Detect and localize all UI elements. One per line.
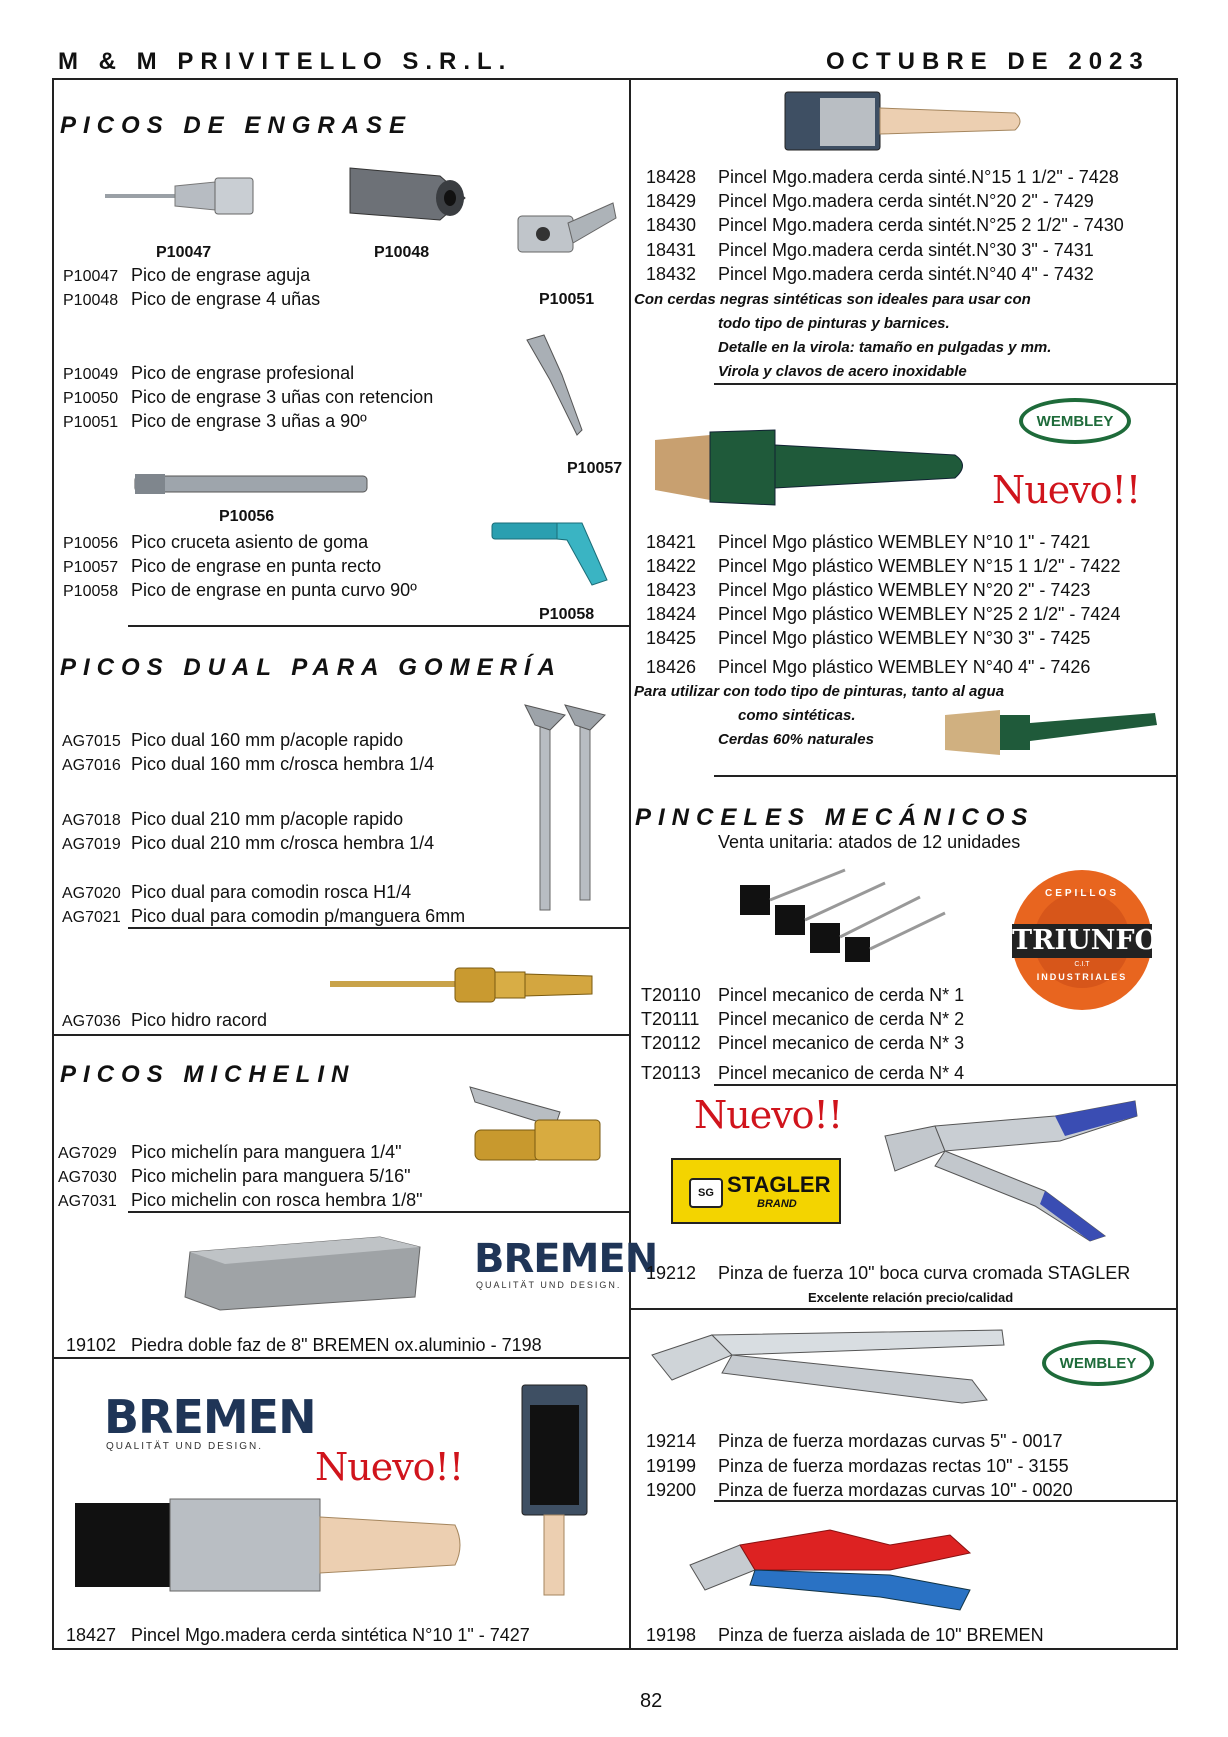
- wembley-note: Para utilizar con todo tipo de pinturas, tanto al agua: [634, 683, 1005, 700]
- list-item: P10056 Pico cruceta asiento de goma: [63, 532, 369, 552]
- michelin-image: [465, 1082, 605, 1172]
- list-item: 18426 Pincel Mgo plástico WEMBLEY N°40 4" - 7426: [646, 657, 1091, 677]
- list-item: 18432 Pincel Mgo.madera cerda sintét.N°40 4" - 7432: [646, 264, 1094, 284]
- p10051-image: [518, 198, 618, 263]
- company-name: M & M PRIVITELLO S.R.L.: [58, 48, 513, 75]
- label-p10057: P10057: [567, 460, 623, 477]
- section-title-dual: PICOS DUAL PARA GOMERÍA: [60, 654, 562, 681]
- divider: [128, 927, 630, 929]
- list-item: T20112 Pincel mecanico de cerda N* 3: [641, 1033, 965, 1053]
- list-item: P10049 Pico de engrase profesional: [63, 363, 355, 383]
- wembley-pliers-image: [652, 1325, 1012, 1407]
- bremen-tagline: QUALITÄT UND DESIGN.: [476, 1280, 622, 1290]
- list-item: AG7029 Pico michelín para manguera 1/4": [58, 1142, 402, 1162]
- list-item: AG7015 Pico dual 160 mm p/acople rapido: [62, 730, 404, 750]
- list-item: AG7030 Pico michelin para manguera 5/16": [58, 1166, 411, 1186]
- bremen-note: Detalle en la virola: tamaño en pulgadas y mm.: [718, 339, 1052, 356]
- list-item: 18423 Pincel Mgo plástico WEMBLEY N°20 2" - 7423: [646, 580, 1091, 600]
- p10048-image: [345, 158, 470, 228]
- list-item: 18430 Pincel Mgo.madera cerda sintét.N°25 2 1/2" - 7430: [646, 215, 1124, 235]
- list-item: AG7019 Pico dual 210 mm c/rosca hembra 1/4: [62, 833, 435, 853]
- divider: [714, 383, 1178, 385]
- list-item: P10047 Pico de engrase aguja: [63, 265, 311, 285]
- divider: [128, 625, 630, 627]
- wembley-logo: WEMBLEY: [1019, 398, 1131, 444]
- list-item: T20111 Pincel mecanico de cerda N* 2: [641, 1009, 965, 1029]
- list-item: AG7018 Pico dual 210 mm p/acople rapido: [62, 809, 404, 829]
- bremen-logo-large: BREMEN: [104, 1390, 316, 1444]
- column-divider: [629, 78, 631, 1650]
- mecanicos-subtitle: Venta unitaria: atados de 12 unidades: [718, 832, 1021, 852]
- divider: [630, 1308, 1178, 1310]
- list-item: 18422 Pincel Mgo plástico WEMBLEY N°15 1 1/2" - 7422: [646, 556, 1121, 576]
- list-item: P10051 Pico de engrase 3 uñas a 90º: [63, 411, 367, 431]
- label-p10051: P10051: [539, 291, 595, 308]
- divider: [52, 1034, 630, 1036]
- divider: [714, 775, 1178, 777]
- label-p10056: P10056: [219, 508, 275, 525]
- divider: [714, 1084, 1178, 1086]
- section-title-mecanicos: PINCELES MECÁNICOS: [635, 804, 1035, 831]
- stagler-pliers-image: [875, 1096, 1140, 1246]
- section-title-michelin: PICOS MICHELIN: [60, 1061, 356, 1088]
- mechanic-brushes-image: [735, 865, 950, 965]
- stagler-sub: BRAND: [757, 1198, 797, 1210]
- list-item: 19214 Pinza de fuerza mordazas curvas 5" - 0017: [646, 1431, 1063, 1451]
- bremen-brush-packaged-image: [522, 1385, 587, 1600]
- triunfo-top: CEPILLOS: [1044, 888, 1119, 899]
- list-item: 19198 Pinza de fuerza aislada de 10" BREMEN: [646, 1625, 1044, 1645]
- nuevo-badge: Nuevo!!: [992, 468, 1141, 512]
- bremen-brush-top-image: [785, 88, 1025, 153]
- list-item: 18424 Pincel Mgo plástico WEMBLEY N°25 2 1/2" - 7424: [646, 604, 1121, 624]
- nuevo-badge: Nuevo!!: [694, 1093, 843, 1137]
- bremen-note: Con cerdas negras sintéticas son ideales para usar con: [634, 291, 1031, 308]
- dual-valve-image: [520, 700, 610, 915]
- list-item: AG7021 Pico dual para comodin p/manguera 6mm: [62, 906, 466, 926]
- list-item: 19200 Pinza de fuerza mordazas curvas 10" - 0020: [646, 1480, 1073, 1500]
- list-item: 19102 Piedra doble faz de 8" BREMEN ox.aluminio - 7198: [66, 1335, 542, 1355]
- wembley-note: Cerdas 60% naturales: [718, 731, 874, 748]
- list-item: AG7016 Pico dual 160 mm c/rosca hembra 1/4: [62, 754, 435, 774]
- stagler-note: Excelente relación precio/calidad: [808, 1290, 1014, 1305]
- list-item: AG7031 Pico michelin con rosca hembra 1/8": [58, 1190, 423, 1210]
- wembley-note: como sintéticas.: [738, 707, 856, 724]
- list-item: AG7036 Pico hidro racord: [62, 1010, 268, 1030]
- page-number: 82: [640, 1690, 663, 1712]
- stagler-sg: SG: [689, 1178, 723, 1208]
- catalog-date: OCTUBRE DE 2023: [826, 48, 1150, 75]
- list-item: 18425 Pincel Mgo plástico WEMBLEY N°30 3" - 7425: [646, 628, 1091, 648]
- p10058-image: [492, 515, 612, 590]
- list-item: 19199 Pinza de fuerza mordazas rectas 10" - 3155: [646, 1456, 1069, 1476]
- list-item: 18429 Pincel Mgo.madera cerda sintét.N°20 2" - 7429: [646, 191, 1094, 211]
- stagler-logo: [671, 1158, 841, 1224]
- list-item: T20110 Pincel mecanico de cerda N* 1: [641, 985, 965, 1005]
- list-item: AG7020 Pico dual para comodin rosca H1/4: [62, 882, 412, 902]
- bremen-logo: BREMEN: [474, 1236, 658, 1282]
- bremen-note: todo tipo de pinturas y barnices.: [718, 315, 950, 332]
- list-item: T20113 Pincel mecanico de cerda N* 4: [641, 1063, 965, 1083]
- divider: [714, 1500, 1178, 1502]
- label-p10058: P10058: [539, 606, 595, 623]
- p10056-image: [135, 470, 370, 498]
- list-item: 18431 Pincel Mgo.madera cerda sintét.N°30 3" - 7431: [646, 240, 1094, 260]
- list-item: P10057 Pico de engrase en punta recto: [63, 556, 382, 576]
- triunfo-cit: C.I.T: [1074, 961, 1090, 968]
- triunfo-bottom: INDUSTRIALES: [1036, 972, 1128, 982]
- wembley-logo: WEMBLEY: [1042, 1340, 1154, 1386]
- bremen-note: Virola y clavos de acero inoxidable: [718, 363, 967, 380]
- bremen-brush-image: [75, 1495, 460, 1595]
- p10057-image: [522, 335, 602, 445]
- bremen-tagline-large: QUALITÄT UND DESIGN.: [106, 1441, 264, 1452]
- wembley-small-brush-image: [945, 705, 1160, 760]
- divider: [52, 1357, 630, 1359]
- list-item: 19212 Pinza de fuerza 10" boca curva cromada STAGLER: [646, 1263, 1131, 1283]
- p10047-image: [105, 172, 255, 222]
- section-title-engrase: PICOS DE ENGRASE: [60, 112, 413, 139]
- list-item: 18427 Pincel Mgo.madera cerda sintética N°10 1" - 7427: [66, 1625, 530, 1645]
- list-item: P10050 Pico de engrase 3 uñas con retencion: [63, 387, 434, 407]
- hidro-racord-image: [330, 960, 595, 1010]
- nuevo-badge: Nuevo!!: [315, 1445, 464, 1489]
- triunfo-name: TRIUNFO: [1012, 925, 1159, 956]
- list-item: P10048 Pico de engrase 4 uñas: [63, 289, 321, 309]
- label-p10047: P10047: [156, 244, 212, 261]
- label-p10048: P10048: [374, 244, 430, 261]
- sharpening-stone-image: [180, 1232, 425, 1312]
- stagler-name: STAGLER: [727, 1172, 831, 1197]
- list-item: 18421 Pincel Mgo plástico WEMBLEY N°10 1" - 7421: [646, 532, 1091, 552]
- insulated-pliers-image: [690, 1515, 975, 1615]
- list-item: 18428 Pincel Mgo.madera cerda sinté.N°15 1 1/2" - 7428: [646, 167, 1119, 187]
- list-item: P10058 Pico de engrase en punta curvo 90º: [63, 580, 417, 600]
- divider: [128, 1211, 630, 1213]
- wembley-brush-image: [655, 430, 970, 505]
